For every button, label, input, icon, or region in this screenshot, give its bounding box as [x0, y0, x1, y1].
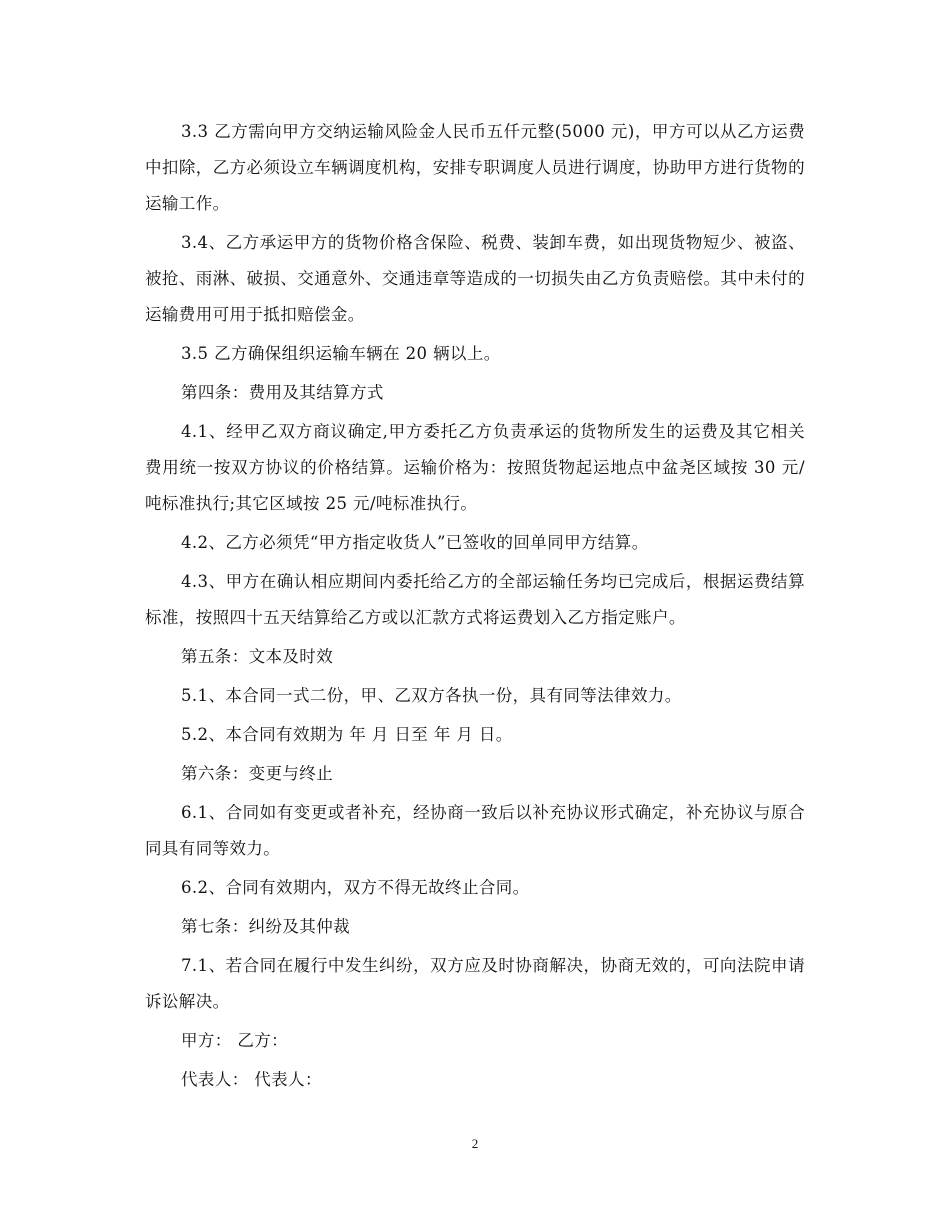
clause-5-1: 5.1、本合同一式二份，甲、乙双方各执一份，具有同等法律效力。 [181, 686, 682, 705]
clause-4-1: 4.1、经甲乙双方商议确定,甲方委托乙方负责承运的货物所发生的运费及其它相关费用统一按双方协议的价格结算。运输价格为：按照货物起运地点中盆尧区域按 30 元/吨标准执行;其它区域按 25 元/吨标准执行。 [145, 422, 805, 513]
clause-7-1: 7.1、若合同在履行中发生纠纷，双方应及时协商解决，协商无效的，可向法院申请诉讼解决。 [145, 956, 805, 1011]
page-number: 2 [471, 1136, 479, 1151]
article-5-heading: 第五条：文本及时效 [181, 647, 334, 666]
clause-4-2: 4.2、乙方必须凭“甲方指定收货人”已签收的回单同甲方结算。 [181, 533, 649, 552]
clause-5-2: 5.2、本合同有效期为 年 月 日至 年 月 日。 [181, 725, 513, 744]
party-signature-line: 甲方： 乙方： [181, 1031, 289, 1050]
clause-3-5: 3.5 乙方确保组织运输车辆在 20 辆以上。 [181, 344, 501, 363]
article-7-heading: 第七条：纠纷及其仲裁 [181, 917, 350, 936]
representative-signature-line: 代表人： 代表人： [181, 1070, 322, 1089]
article-4-heading: 第四条：费用及其结算方式 [181, 383, 384, 402]
clause-6-1: 6.1、合同如有变更或者补充，经协商一致后以补充协议形式确定，补充协议与原合同具有同等效力。 [145, 803, 805, 858]
clause-6-2: 6.2、合同有效期内，双方不得无故终止合同。 [181, 878, 530, 897]
contract-body [145, 114, 805, 1101]
clause-3-4: 3.4、乙方承运甲方的货物价格含保险、税费、装卸车费，如出现货物短少、被盗、被抢、雨淋、破损、交通意外、交通违章等造成的一切损失由乙方负责赔偿。其中未付的运输费用可用于抵扣赔偿金。 [145, 233, 805, 324]
article-6-heading: 第六条：变更与终止 [181, 764, 334, 783]
clause-4-3: 4.3、甲方在确认相应期间内委托给乙方的全部运输任务均已完成后，根据运费结算标准，按照四十五天结算给乙方或以汇款方式将运费划入乙方指定账户。 [145, 572, 805, 627]
clause-3-3: 3.3 乙方需向甲方交纳运输风险金人民币五仟元整(5000 元)，甲方可以从乙方运费中扣除，乙方必须设立车辆调度机构，安排专职调度人员进行调度，协助甲方进行货物的运输工作。 [145, 122, 805, 213]
